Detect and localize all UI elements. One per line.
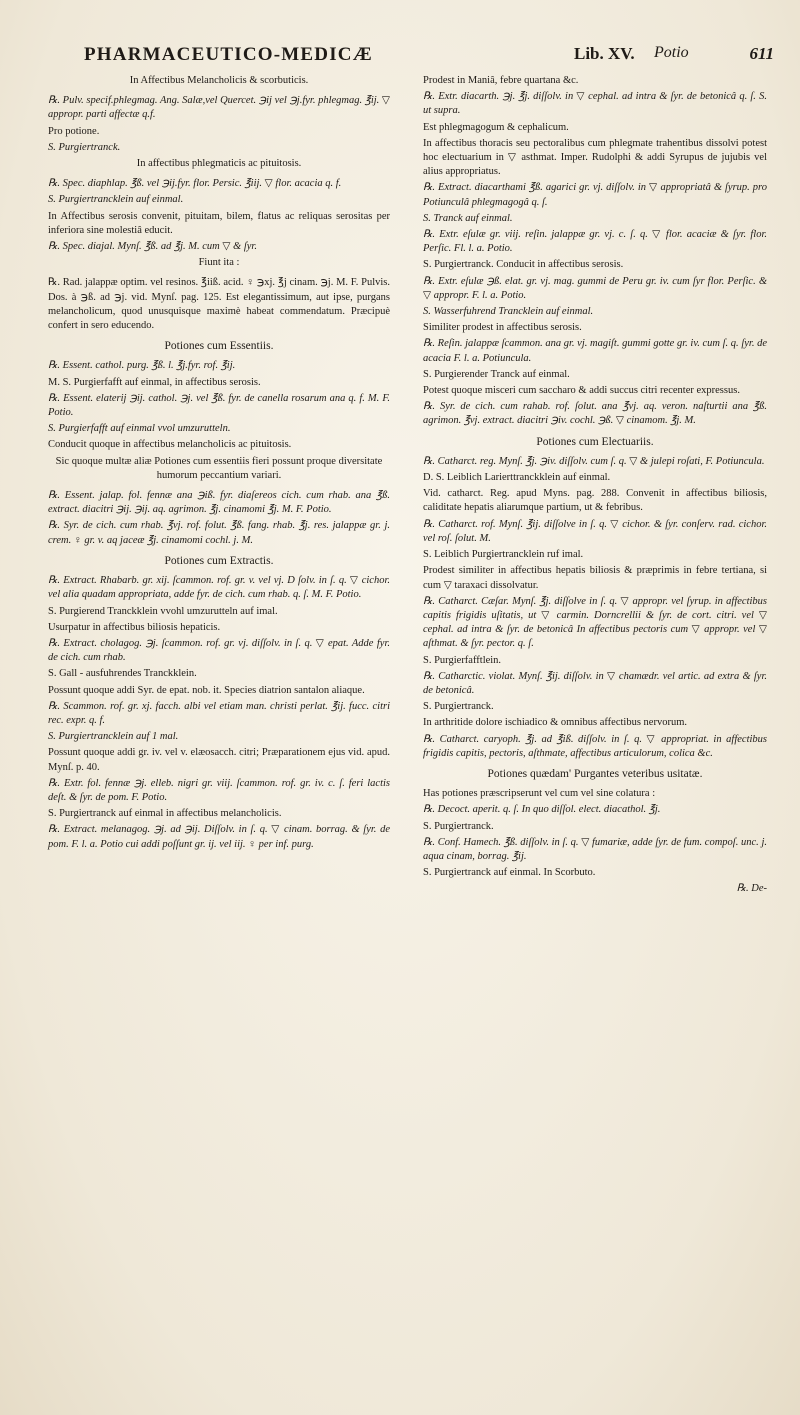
paragraph: Possunt quoque addi Syr. de epat. nob. it. Species diatrion santalon aliaque. [48,684,365,696]
recipe: ℞. Reſin. jalappæ ſcammon. ana gr. vj. magiſt. gummi gotte gr. iv. cum ſ. q. ſyr. de acacia F. l. a. Potiuncula. [423,338,767,364]
recipe-label: S. Purgiertrancklein auf einmal. [48,194,184,206]
recipe-note: Pro potione. [48,125,100,137]
recipe-label: S. Purgierfafftlein. [423,654,502,666]
section-heading: Potiones quædam' Purgantes veteribus usitatæ. [487,767,703,780]
recipe: ℞. Extract. melanagog. ℈j. ad ℈ij. Diſſolv. in ſ. q. ▽ cinam. borrag. & ſyr. de pom. F. l. a. Potio cui addi poſſunt gr. ij. vel iij. ♀ per inf. purg. [48,824,390,850]
recipe: ℞. Scammon. rof. gr. xj. facch. albi vel etiam man. christi perlat. ℥ij. fucc. citri rec. expr. q. f. [48,700,390,726]
recipe: ℞. Essent. elaterij ℈ij. cathol. ℈j. vel ℥ß. fyr. de canella rosarum ana q. f. M. F. Potio. [48,392,390,419]
left-column [48,74,390,854]
recipe: ℞. Syr. de cich. cum rhab. ℥vj. rof. folut. ℥ß. fang. rhab. ℥j. res. jalappæ gr. j. crem. ♀ gr. v. aq jaceæ ℥j. cinamomi cochl. j. M. [48,520,390,546]
paragraph: Possunt quoque addi gr. iv. vel v. elæosacch. citri; Præparationem ejus vid. apud. Mynſ. p. 40. [48,747,390,773]
recipe: ℞. Extr. diacarth. ℈j. ℥j. diſſolv. in ▽ cephal. ad intra & ſyr. de betonicâ q. ſ. S. ut supra. [423,91,767,117]
paragraph: Prodest in Maniâ, febre quartana &c. [423,75,579,86]
recipe-label: S. Purgiertranck. Conducit in affectibus serosis. [423,259,624,271]
recipe: ℞. Catharct. rof. Mynſ. ℥ij. diſſolve in ſ. q. ▽ cichor. & ſyr. conſerv. rad. cichor. vel roſ. ſolut. M. [423,518,767,544]
paragraph: ℞. Rad. jalappæ optim. vel resinos. ℥iiß. acid. ♀ ℈xj. ℥j cinam. ℈j. M. F. Pulvis. Dos. à ℈ß. ad ℈j. vid. Mynſ. pag. 125. Est elegantissimum, aut ipse, purgans melancholicum, quod unusquisque maximè habeat commendatum. Præcipuè confert in sero educendo. [48,277,390,332]
recipe-label: S. Tranck auf einmal. [423,212,513,224]
recipe-label: S. Purgiertranck auf einmal. In Scorbuto. [423,867,596,879]
book-number: Lib. XV. [574,44,635,63]
recipe: ℞. Decoct. aperit. q. ſ. In quo diſſol. elect. diacathol. ℥j. [423,804,661,816]
running-title: PHARMACEUTICO-MEDICÆ [84,44,373,65]
paragraph: Potest quoque misceri cum saccharo & addi succus citri recenter expressus. [423,385,740,397]
paragraph: Vid. catharct. Reg. apud Myns. pag. 288. Convenit in affectibus biliosis, caliditate hepatis aliarumque partium, ut & febribus. [423,488,767,514]
paragraph: Usurpatur in affectibus biliosis hepaticis. [48,621,221,633]
paragraph: Prodest similiter in affectibus hepatis biliosis & præprimis in febre tertiana, si cum ▽ taraxaci dissolvatur. [423,565,767,591]
recipe-label: S. Purgierender Tranck auf einmal. [423,368,570,380]
page-catchword: Potio [654,44,689,61]
paragraph: Conducit quoque in affectibus melancholicis ac pituitosis. [48,439,292,451]
recipe-label: S. Purgiertranck auf einmal in affectibus melancholicis. [48,808,282,820]
recipe: ℞. Essent. jalap. fol. fennæ ana ℈iß. fyr. diaſereos cich. cum rhab. ana ℥ß. extract. diacitri ℈ij. ℈ij. aq. agrimon. ℥j. cinamomi ℥j. M. F. Potio. [48,490,390,516]
recipe: ℞. Extr. eſulæ ℈ß. elat. gr. vj. mag. gummi de Peru gr. iv. cum ſyr flor. Perſic. & ▽ appropr. F. l. a. Potio. [423,275,767,301]
recipe-label: S. Purgiertranck. [423,701,494,713]
recipe: ℞. Catharct. caryoph. ℥j. ad ℥iß. diſſolv. in ſ. q. ▽ appropriat. in affectibus frigidis capitis, pectoris, aſthmate, affectibus articulorum, colica &c. [423,733,767,759]
recipe: ℞. Extr. eſulæ gr. viij. reſin. jalappæ gr. vj. c. ſ. q. ▽ flor. acaciæ & ſyr. flor. Perſic. Fl. l. a. Potio. [423,229,767,255]
recipe: ℞. Pulv. specif.phlegmag. Ang. Salæ,vel Quercet. ℈ij vel ℈j.fyr. phlegmag. ℥ij. ▽ appropr. parti affectæ q.f. [48,95,390,121]
recipe-label: S. Purgiertranck. [48,141,121,153]
recipe: ℞. Catharctic. violat. Mynſ. ℥ij. diſſolv. in ▽ chamædr. vel artic. ad extra & ſyr. de betonicâ. [423,670,767,696]
paragraph: Similiter prodest in affectibus serosis. [423,322,582,334]
recipe: ℞. Spec. diajal. Mynſ. ℥ß. ad ℥j. M. cum ▽ & ſyr. [48,241,257,253]
recipe-label: S. Purgiertrancklein auf 1 mal. [48,731,179,743]
recipe-label: S. Gall - ausfuhrendes Tranckklein. [48,668,197,680]
paragraph: In affectibus thoracis seu pectoralibus cum phlegmate trahentibus dissolvi potest hoc electuarium in ▽ asthmat. Imper. Rudolphi & addi Syrupus de jujubis vel alius appropriatus. [423,137,767,178]
recipe-label: S. Leiblich Purgiertrancklein ruf imal. [423,549,584,561]
section-heading: In Affectibus Melancholicis & scorbuticis. [129,75,309,86]
recipe: ℞. Extract. cholagog. ℈j. ſcammon. rof. gr. vj. diſſolv. in ſ. q. ▽ epat. Adde fyr. de cich. cum rhab. [48,637,390,664]
paragraph: Est phlegmagogum & cephalicum. [423,121,569,133]
recipe-label: S. Purgiertranck. [423,820,494,832]
recipe: ℞. Essent. cathol. purg. ℥ß. l. ℥j.fyr. rof. ℥ij. [48,360,236,372]
section-heading: In affectibus phlegmaticis ac pituitosis. [136,158,302,170]
recipe: ℞. Catharct. reg. Mynſ. ℥j. ℈iv. diſſolv. cum ſ. q. ▽ & julepi roſati, F. Potiuncula. [423,455,765,467]
paragraph: In arthritide dolore ischiadico & omnibus affectibus nervorum. [423,717,687,729]
recipe: ℞. Extract. Rhabarb. gr. xij. ſcammon. rof. gr. v. vel vj. D ſolv. in ſ. q. ▽ cichor. vel alia quadam appropriata, adde fyr. de cich. cum rhab. q. ſ. M. F. Potio. [48,575,390,601]
running-head [84,44,774,72]
section-heading: Potiones cum Extractis. [164,554,274,567]
recipe-label: M. S. Purgierfafft auf einmal, in affectibus serosis. [48,376,261,388]
recipe: ℞. Conf. Hamech. ℥ß. diſſolv. in ſ. q. ▽ fumariæ, adde ſyr. de fum. compoſ. unc. j. aqua cinam, borrag. ℥ij. [423,836,767,862]
paragraph: Has potiones præscripserunt vel cum vel sine colatura : [423,788,656,800]
recipe-label: D. S. Leiblich Larierttranckklein auf einmal. [423,472,611,484]
recipe-label: S. Purgierfafft auf einmal vvol umzurutteln. [48,423,231,435]
section-heading: Potiones cum Electuariis. [536,435,654,448]
recipe-label: S. Purgierend Tranckklein vvohl umzurutteln auf imal. [48,605,278,617]
recipe: ℞. Extract. diacarthami ℥ß. agarici gr. vj. diſſolv. in ▽ appropriatâ & ſyrup. pro Potiunculâ phlegmagogâ q. ſ. [423,182,767,208]
recipe-label: S. Wasserfuhrend Trancklein auf einmal. [423,306,594,318]
paragraph: Fiunt ita : [198,257,240,269]
recipe: ℞. Extr. fol. fennæ ℈j. elleb. nigri gr. viij. ſcammon. rof. gr. iv. c. ſ. feri lactis deſt. & ſyr. de pom. F. Potio. [48,777,390,803]
paragraph: Sic quoque multæ aliæ Potiones cum essentiis fieri possunt proque diversitate humorum peccantium variari. [55,455,383,481]
recipe: ℞. Catharct. Cæſar. Mynſ. ℥j. diſſolve in ſ. q. ▽ appropr. vel ſyrup. in affectibus capitis frigidis uſitatis, ut ▽ carmin. Dorncrellii & ſyr. de cort. citri. vel ▽ cephal. ad intra & ſyr. de betonicâ In affectibus pectoris cum ▽ appropr. vel ▽ aſthmat. & ſyr. pector. q. ſ. [423,595,767,650]
section-heading: Potiones cum Essentiis. [164,340,274,353]
recipe: ℞. Spec. diaphlap. ℥ß. vel ℈ij.fyr. flor. Persic. ℥iij. ▽ flor. acacia q. f. [48,178,342,190]
recipe: ℞. Syr. de cich. cum rahab. rof. ſolut. ana ℥vj. aq. veron. naſturtii ana ℥ß. agrimon. ℥vj. extract. diacitri ℈iv. cochl. ℈ß. ▽ cinamom. ℥j. M. [423,401,767,427]
catchword: ℞. De- [736,883,767,895]
paragraph: In Affectibus serosis convenit, pituitam, bilem, flatus ac reliquas serositas per inferiora sine molestiâ educit. [48,210,390,236]
folio-number: 611 [749,44,774,63]
right-column [423,74,767,899]
